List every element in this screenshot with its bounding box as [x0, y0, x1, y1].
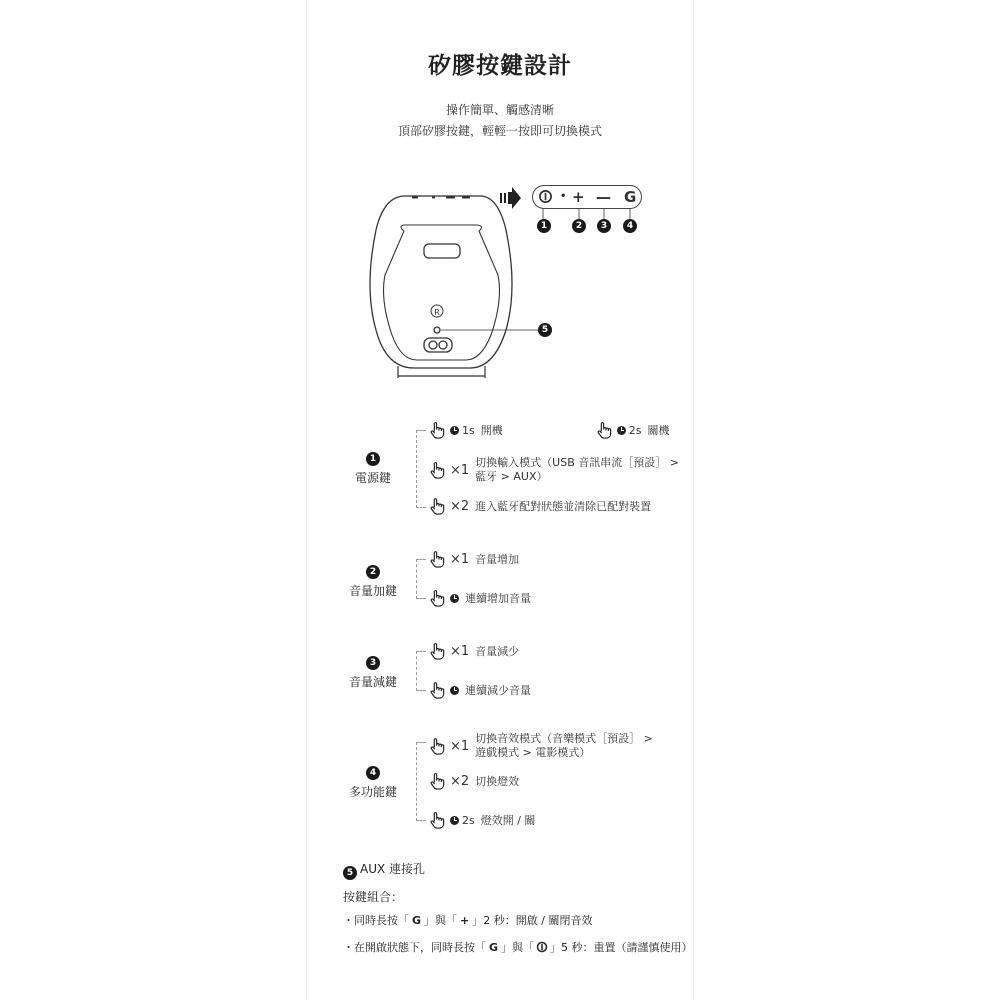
- volume-down-row-hold: 連續減少音量: [428, 681, 531, 699]
- power-key-bracket: [416, 430, 426, 508]
- press-hand-icon: [428, 461, 446, 479]
- volume-up-row-hold: 連續增加音量: [428, 589, 531, 607]
- combo-heading: 按鍵組合：: [343, 890, 404, 904]
- plus-icon: +: [572, 188, 585, 206]
- control-strip: [532, 185, 642, 209]
- logo-mark: [431, 305, 443, 317]
- multifunction-row-x1: ×1 切換音效模式（音樂模式［預設］ > 遊戲模式 > 電影模式）: [428, 732, 653, 760]
- press-hand-icon: [428, 737, 446, 755]
- clock-icon: [450, 686, 459, 695]
- svg-text:R: R: [434, 308, 440, 317]
- power-row-onoff: 1s 開機 2s 關機: [428, 421, 669, 439]
- multifunction-row-x2: ×2 切換燈效: [428, 772, 519, 790]
- badge-3: 3: [597, 219, 611, 233]
- press-hand-icon: [428, 550, 446, 568]
- volume-up-label: 2 音量加鍵: [348, 567, 397, 598]
- badge-1: 1: [537, 219, 551, 233]
- combo-line-1: ・同時長按「 G 」與「 + 」2 秒：開啟 / 關閉音效: [343, 914, 593, 927]
- right-divider: [693, 0, 694, 1000]
- power-row-x1: ×1 切換輸入模式（USB 音訊串流［預設］ > 藍牙 > AUX）: [428, 456, 679, 484]
- press-hand-icon: [428, 811, 446, 829]
- multifunction-key-label: 4 多功能鍵: [348, 768, 397, 799]
- clock-icon: [450, 594, 459, 603]
- page-title: 矽膠按鍵設計: [428, 53, 572, 79]
- badge-2: 2: [572, 219, 586, 233]
- volume-up-bracket: [416, 559, 426, 599]
- section-badge: 4: [366, 766, 380, 780]
- plus-key-glyph: +: [460, 914, 470, 927]
- press-hand-icon: [428, 497, 446, 515]
- left-divider: [306, 0, 307, 1000]
- press-hand-icon: [595, 421, 613, 439]
- power-icon: [538, 189, 553, 204]
- g-key-glyph: G: [489, 941, 499, 954]
- multifunction-row-hold: 2s 燈效開 / 關: [428, 811, 535, 829]
- volume-down-row-x1: ×1 音量減少: [428, 642, 519, 660]
- subtitle-line-2: 頂部矽膠按鍵，輕輕一按即可切換模式: [397, 124, 602, 138]
- press-hand-icon: [428, 421, 446, 439]
- volume-up-row-x1: ×1 音量增加: [428, 550, 519, 568]
- g-icon: G: [624, 188, 637, 206]
- power-icon: [536, 941, 548, 953]
- subtitle-line-1: 操作簡單、觸感清晰: [445, 103, 554, 117]
- section-badge: 3: [366, 656, 380, 670]
- aux-port-note: 5 AUX 連接孔: [343, 860, 425, 880]
- clock-icon: [617, 426, 626, 435]
- section-badge: 1: [366, 452, 380, 466]
- clock-icon: [450, 816, 459, 825]
- dot-separator: •: [560, 191, 567, 202]
- arrow-icon: [500, 187, 521, 209]
- clock-icon: [450, 426, 459, 435]
- speaker-body: [370, 196, 512, 378]
- power-row-x2: ×2 進入藍牙配對狀態並清除已配對裝置: [428, 497, 651, 515]
- volume-down-label: 3 音量減鍵: [348, 658, 397, 689]
- volume-down-bracket: [416, 651, 426, 691]
- multifunction-key-bracket: [416, 742, 426, 821]
- power-key-label: 1 電源鍵: [354, 454, 391, 485]
- press-hand-icon: [428, 642, 446, 660]
- aux-badge: 5: [343, 866, 357, 880]
- combo-line-2: ・在開啟狀態下，同時長按「 G 」與「 」5 秒：重置（請謹慎使用）: [343, 941, 693, 954]
- badge-5: 5: [538, 323, 552, 337]
- badge-4: 4: [623, 219, 637, 233]
- section-badge: 2: [366, 565, 380, 579]
- minus-icon: —: [596, 188, 611, 206]
- press-hand-icon: [428, 772, 446, 790]
- press-hand-icon: [428, 681, 446, 699]
- g-key-glyph: G: [412, 914, 422, 927]
- press-hand-icon: [428, 589, 446, 607]
